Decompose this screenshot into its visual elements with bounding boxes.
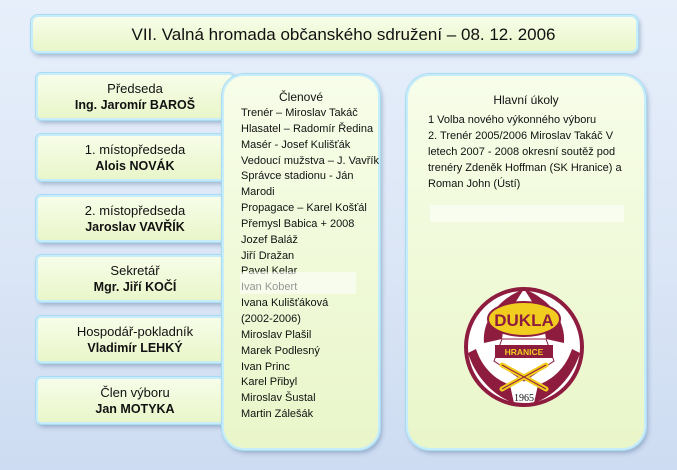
role-box-chairman	[36, 73, 234, 120]
list-item: (2002-2006)	[241, 312, 301, 325]
list-item: Ivan Princ	[241, 360, 290, 373]
role-person: Mgr. Jiří KOČÍ	[93, 280, 177, 294]
role-box-secretary	[36, 255, 234, 302]
members-panel	[222, 74, 380, 450]
role-person: Jan MOTYKA	[95, 402, 175, 416]
role-title: 2. místopředseda	[84, 203, 186, 218]
list-item: Přemysl Babica + 2008	[241, 217, 355, 230]
role-title: Předseda	[107, 81, 163, 96]
list-item: Karel Přibyl	[241, 376, 298, 389]
list-item: Miroslav Plašil	[241, 328, 312, 341]
list-item: Jozef Baláž	[241, 233, 298, 246]
highlight-band	[240, 272, 356, 294]
role-box-vice-chairman-2	[36, 195, 234, 242]
club-logo	[462, 281, 586, 413]
role-person: Ing. Jaromír BAROŠ	[74, 98, 196, 112]
role-title: 1. místopředseda	[84, 142, 186, 157]
logo-text-year: 1965	[514, 393, 534, 404]
role-title: Člen výboru	[100, 385, 170, 400]
page-title-text: VII. Valná hromada občanského sdružení – 08. 12. 2006	[131, 25, 556, 44]
members-list	[241, 106, 378, 423]
role-person: Alois NOVÁK	[95, 159, 175, 173]
tasks-panel	[406, 74, 646, 450]
list-item: Správce stadionu - Ján	[241, 170, 354, 183]
list-item: Ivana Kulišťáková	[241, 297, 329, 310]
list-item: Miroslav Šustal	[241, 392, 316, 405]
list-item: Marodi	[241, 186, 275, 199]
logo-text-hranice: HRANICE	[504, 347, 544, 357]
logo-text-dukla: DUKLA	[494, 311, 554, 330]
role-person: Jaroslav VAVŘÍK	[85, 220, 185, 234]
list-item: Vedoucí mužstva – J. Vavřík	[241, 154, 379, 167]
list-item: Jiří Dražan	[241, 249, 295, 262]
role-box-treasurer	[36, 316, 234, 363]
list-item: Masér - Josef Kulišťák	[241, 138, 351, 151]
members-heading: Členové	[278, 90, 324, 104]
task-item: 1 Volba nového výkonného výboru	[428, 114, 597, 126]
role-box-committee-member	[36, 377, 234, 424]
role-title: Hospodář-pokladník	[76, 324, 194, 339]
tasks-heading: Hlavní úkoly	[493, 93, 559, 107]
list-item: Trenér – Miroslav Takáč	[241, 107, 358, 119]
list-item: Marek Podlesný	[241, 344, 320, 357]
role-box-vice-chairman-1	[36, 134, 234, 181]
task-item: 2. Trenér 2005/2006 Miroslav Takáč V letech 2007 - 2008 okresní soutěž pod trenéry Zdeněk Hoffman (SK Hranice) a Roman John (Ústí)	[428, 130, 622, 190]
highlight-band	[430, 205, 624, 222]
page-title	[31, 15, 638, 53]
list-item: Martin Zálešák	[241, 408, 314, 421]
role-title: Sekretář	[110, 263, 160, 278]
list-item: Propagace – Karel Košťál	[241, 202, 367, 215]
role-person: Vladimír LEHKÝ	[87, 341, 183, 355]
list-item: Hlasatel – Radomír Ředina	[241, 122, 374, 135]
